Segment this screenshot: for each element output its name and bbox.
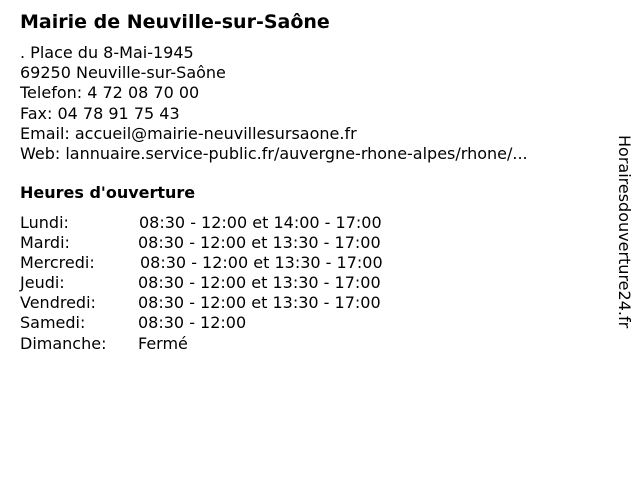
time-value: 08:30 - 12:00 et 13:30 - 17:00 — [138, 273, 381, 293]
address-line-1: . Place du 8-Mai-1945 — [20, 43, 194, 62]
address-line-2: 69250 Neuville-sur-Saône — [20, 63, 226, 83]
day-label: Samedi: — [20, 313, 86, 333]
day-label: Vendredi: — [20, 293, 96, 313]
time-value: 08:30 - 12:00 et 14:00 - 17:00 — [139, 213, 382, 232]
site-watermark: Horairesdouverture24.fr — [615, 135, 634, 329]
day-label: Dimanche: — [20, 333, 107, 353]
fax-line: Fax: 04 78 91 75 43 — [20, 103, 180, 123]
day-label: Jeudi: — [20, 273, 65, 293]
day-label: Mardi: — [20, 233, 70, 253]
time-value: Fermé — [138, 333, 188, 353]
page-title: Mairie de Neuville-sur-Saône — [20, 11, 330, 33]
contact-info — [20, 43, 528, 164]
time-value: 08:30 - 12:00 et 13:30 - 17:00 — [138, 293, 381, 313]
web-line: Web: lannuaire.service-public.fr/auvergne-rhone-alpes/rhone/... — [20, 143, 528, 163]
hours-heading: Heures d'ouverture — [20, 183, 196, 202]
day-label: Mercredi: — [20, 253, 95, 273]
time-value: 08:30 - 12:00 — [138, 313, 247, 333]
time-value: 08:30 - 12:00 et 13:30 - 17:00 — [140, 253, 383, 273]
day-label: Lundi: — [20, 213, 69, 232]
time-value: 08:30 - 12:00 et 13:30 - 17:00 — [138, 233, 381, 253]
phone-line: Telefon: 4 72 08 70 00 — [20, 83, 200, 103]
email-line: Email: accueil@mairie-neuvillesursaone.fr — [20, 123, 357, 143]
